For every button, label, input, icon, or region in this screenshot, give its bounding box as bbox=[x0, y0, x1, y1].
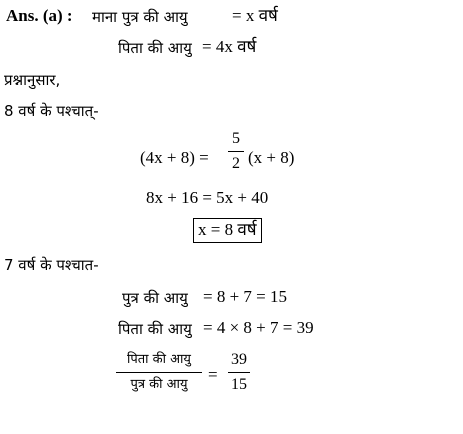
father-age-after-7-label: पिता की आयु bbox=[118, 320, 192, 338]
son-age-after-7-label: पुत्र की आयु bbox=[122, 289, 188, 307]
after-7-years-heading: 7 वर्ष के पश्चात- bbox=[4, 256, 99, 274]
ratio-fraction-left bbox=[116, 349, 202, 396]
father-age-value: = 4x वर्ष bbox=[202, 37, 257, 56]
result-box: x = 8 वर्ष bbox=[193, 218, 262, 243]
ratio-denominator: पुत्र की आयु bbox=[130, 377, 188, 392]
ratio-numerator: पिता की आयु bbox=[127, 352, 191, 367]
according-to-question: प्रश्नानुसार, bbox=[4, 71, 61, 89]
fraction-bar bbox=[228, 151, 244, 152]
ratio-bar-left bbox=[116, 372, 202, 373]
father-age-label: पिता की आयु bbox=[118, 39, 192, 57]
after-8-years-heading: 8 वर्ष के पश्चात्- bbox=[4, 102, 99, 120]
equation-1-fraction bbox=[228, 128, 244, 175]
fraction-numerator: 5 bbox=[232, 130, 240, 147]
ratio-bar-right bbox=[228, 372, 250, 373]
fraction-denominator: 2 bbox=[232, 155, 240, 172]
son-age-after-7-value: = 8 + 7 = 15 bbox=[203, 287, 288, 306]
son-age-assumption-value: = x वर्ष bbox=[232, 6, 278, 25]
ratio-equals: = bbox=[208, 365, 218, 384]
father-age-after-7-value: = 4 × 8 + 7 = 39 bbox=[203, 318, 314, 337]
equation-1-right: (x + 8) bbox=[248, 148, 295, 167]
answer-label: Ans. (a) : bbox=[6, 6, 73, 25]
equation-2: 8x + 16 = 5x + 40 bbox=[146, 188, 269, 207]
equation-1-left: (4x + 8) = bbox=[140, 148, 209, 167]
ratio-value-denominator: 15 bbox=[231, 376, 247, 393]
son-age-assumption-label: माना पुत्र की आयु bbox=[92, 8, 188, 26]
ratio-fraction-right bbox=[228, 349, 250, 396]
ratio-value-numerator: 39 bbox=[231, 351, 247, 368]
